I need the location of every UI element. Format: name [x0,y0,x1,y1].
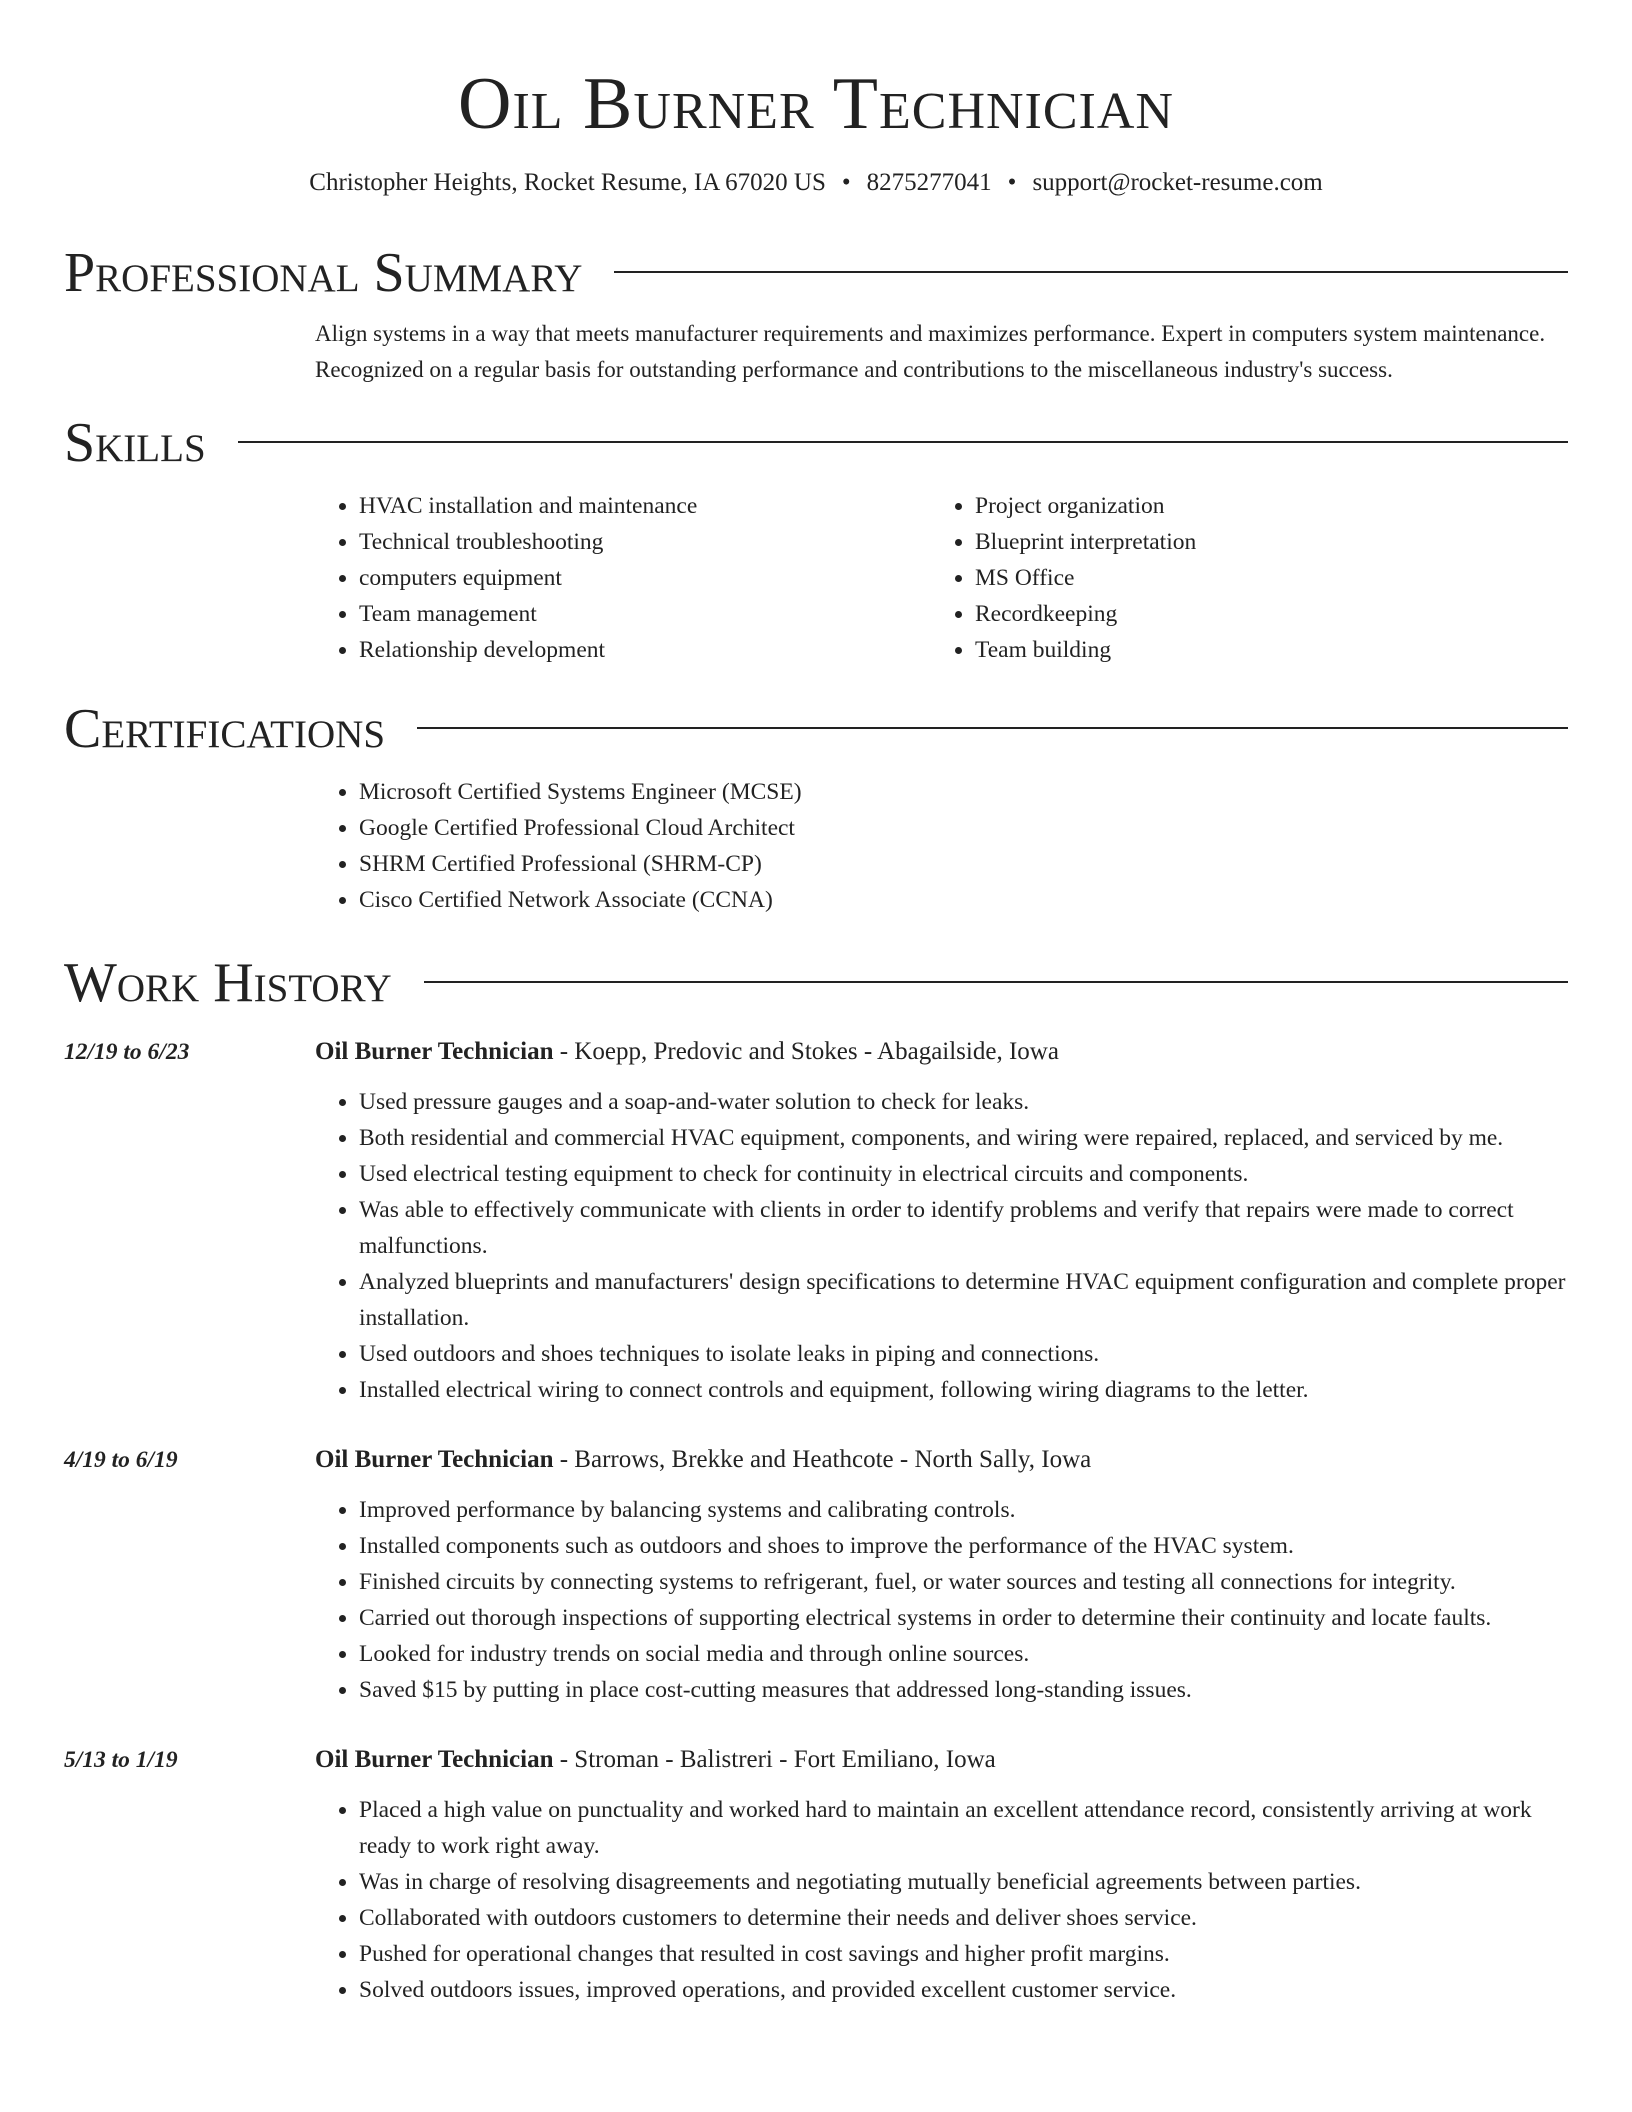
job-details [315,1442,1568,1708]
list-item: • Collaborated with outdoors customers to determine their needs and deliver shoes service. [359,1900,1568,1936]
summary-heading: Professional Summary [64,242,583,304]
job-details [315,1742,1568,2008]
list-item: • Both residential and commercial HVAC equipment, components, and wiring were repaired, replaced, and serviced by me. [359,1120,1568,1156]
list-item: • Google Certified Professional Cloud Architect [359,810,1568,846]
skills-right-column [931,488,1547,668]
list-item: • Was in charge of resolving disagreements and negotiating mutually beneficial agreements between parties. [359,1864,1568,1900]
list-item: • SHRM Certified Professional (SHRM-CP) [359,846,1568,882]
list-item: • HVAC installation and maintenance [359,488,931,524]
skills-columns [315,488,1568,668]
section-divider [417,727,1568,729]
contact-phone: 8275277041 [866,169,992,196]
skills-heading: Skills [64,412,206,474]
list-item: • Used electrical testing equipment to check for continuity in electrical circuits and components. [359,1156,1568,1192]
work-header [64,948,1568,1018]
section-divider [614,271,1568,273]
job-entry [64,1742,1568,2008]
list-item: • Was able to effectively communicate with clients in order to identify problems and verify that repairs were made to correct malfunctions. [359,1192,1568,1264]
list-item: • Relationship development [359,632,931,668]
list-item: • Pushed for operational changes that resulted in cost savings and higher profit margins. [359,1936,1568,1972]
job-entry [64,1442,1568,1708]
skills-section [64,408,1568,668]
job-entry [64,1034,1568,1408]
list-item: • Saved $15 by putting in place cost-cutting measures that addressed long-standing issues. [359,1672,1568,1708]
skills-right-list [931,488,1547,668]
job-title: Oil Burner Technician [315,1446,554,1473]
job-employer: - Barrows, Brekke and Heathcote - North Sally, Iowa [553,1446,1092,1473]
list-item: • Carried out thorough inspections of supporting electrical systems in order to determine their continuity and locate faults. [359,1600,1568,1636]
resume-name: Oil Burner Technician [458,63,1174,145]
job-dates: 4/19 to 6/19 [64,1447,178,1473]
job-employer: - Stroman - Balistreri - Fort Emiliano, Iowa [553,1746,996,1773]
list-item: • Placed a high value on punctuality and worked hard to maintain an excellent attendance record, consistently arriving at work ready to work right away. [359,1792,1568,1864]
contact-email[interactable]: support@rocket-resume.com [1032,169,1323,196]
list-item: • Technical troubleshooting [359,524,931,560]
job-bullets [315,1492,1568,1708]
resume-page [64,0,1568,2008]
list-item: • Team management [359,596,931,632]
certifications-heading: Certifications [64,698,386,760]
work-section [64,948,1568,2008]
list-item: • Blueprint interpretation [975,524,1547,560]
job-title: Oil Burner Technician [315,1038,554,1065]
contact-address: Christopher Heights, Rocket Resume, IA 67020 US [309,169,826,196]
skills-header [64,408,1568,478]
job-dates: 5/13 to 1/19 [64,1747,178,1773]
certifications-header [64,694,1568,764]
section-divider [424,981,1568,983]
list-item: • MS Office [975,560,1547,596]
list-item: • Recordkeeping [975,596,1547,632]
list-item: • Used pressure gauges and a soap-and-water solution to check for leaks. [359,1084,1568,1120]
certifications-body [315,774,1568,918]
contact-line [64,166,1568,200]
job-title-line [315,1442,1568,1478]
list-item: • Project organization [975,488,1547,524]
skills-left-column [315,488,931,668]
list-item: • Analyzed blueprints and manufacturers' design specifications to determine HVAC equipment configuration and complete proper installation. [359,1264,1568,1336]
work-jobs [64,1034,1568,2008]
job-bullets [315,1792,1568,2008]
list-item: • Finished circuits by connecting systems to refrigerant, fuel, or water sources and testing all connections for integrity. [359,1564,1568,1600]
summary-header [64,238,1568,308]
list-item: • Solved outdoors issues, improved operations, and provided excellent customer service. [359,1972,1568,2008]
job-dates: 12/19 to 6/23 [64,1039,190,1065]
list-item: • Looked for industry trends on social media and through online sources. [359,1636,1568,1672]
summary-text: Align systems in a way that meets manufacturer requirements and maximizes performance. Expert in computers system maintenance. Recognized on a regular basis for outstanding performance and contributions to the miscellaneous industry's success. [315,321,1546,382]
job-details [315,1034,1568,1408]
list-item: • Improved performance by balancing systems and calibrating controls. [359,1492,1568,1528]
summary-section [64,238,1568,388]
list-item: • Microsoft Certified Systems Engineer (MCSE) [359,774,1568,810]
list-item: • Installed electrical wiring to connect controls and equipment, following wiring diagrams to the letter. [359,1372,1568,1408]
job-bullets [315,1084,1568,1408]
certifications-list [315,774,1568,918]
certifications-section [64,694,1568,918]
job-employer: - Koepp, Predovic and Stokes - Abagailside, Iowa [553,1038,1059,1065]
contact-separator: • [1007,169,1017,196]
list-item: • Team building [975,632,1547,668]
job-title-line [315,1742,1568,1778]
job-title-line [315,1034,1568,1070]
job-title: Oil Burner Technician [315,1746,554,1773]
list-item: • Used outdoors and shoes techniques to isolate leaks in piping and connections. [359,1336,1568,1372]
section-divider [238,441,1568,443]
list-item: • computers equipment [359,560,931,596]
list-item: • Cisco Certified Network Associate (CCNA) [359,882,1568,918]
contact-separator: • [841,169,851,196]
list-item: • Installed components such as outdoors and shoes to improve the performance of the HVAC system. [359,1528,1568,1564]
work-heading: Work History [64,952,392,1014]
skills-left-list [315,488,931,668]
